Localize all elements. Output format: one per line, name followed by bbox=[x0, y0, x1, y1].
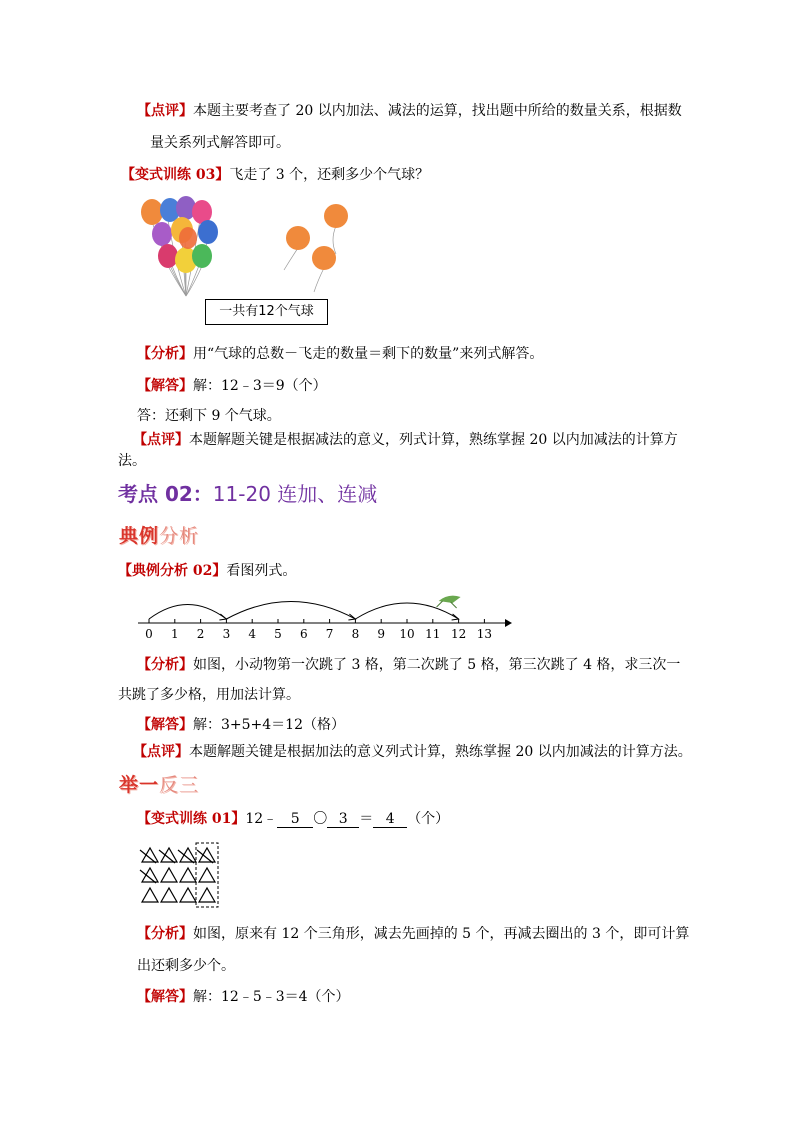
jump-arc bbox=[226, 602, 355, 620]
variant03-question-text: 飞走了 3 个，还剩多少个气球？ bbox=[229, 167, 430, 183]
jump-arc bbox=[355, 603, 458, 619]
example02-analysis-continuation: 共跳了多少格，用加法计算。 bbox=[118, 687, 300, 703]
variant01-analysis-continuation: 出还剩多少个。 bbox=[137, 958, 235, 974]
example-analysis-banner bbox=[119, 525, 199, 547]
triangle bbox=[199, 868, 215, 882]
triangle bbox=[180, 888, 196, 902]
analysis-text: 如图，原来有 12 个三角形，减去先画掉的 5 个，再减去圈出的 3 个，即可计算 bbox=[193, 926, 690, 942]
blank-2: 3 bbox=[327, 811, 359, 828]
example02-tag: 【典例分析 02】 bbox=[118, 563, 227, 579]
analysis-tag: 【分析】 bbox=[137, 926, 193, 942]
tick-label: 1 bbox=[170, 627, 179, 641]
variant01-tag: 【变式训练 01】 bbox=[137, 811, 246, 827]
variant03-comment bbox=[133, 431, 678, 449]
banner-light: 分析 bbox=[159, 525, 200, 547]
tick-label: 0 bbox=[145, 627, 153, 641]
total-balloons-label: 一共有12个气球 bbox=[205, 299, 328, 325]
variant03-analysis bbox=[137, 345, 543, 363]
section-title-rest: 11-20 连加、连减 bbox=[212, 482, 378, 506]
section-title bbox=[118, 482, 377, 506]
blank-1: 5 bbox=[277, 811, 313, 828]
solution-tag: 【解答】 bbox=[137, 378, 193, 394]
tick-label: 6 bbox=[299, 627, 308, 641]
triangle bbox=[180, 848, 196, 862]
triangle bbox=[199, 848, 215, 862]
tick-label: 12 bbox=[450, 627, 467, 641]
triangle bbox=[161, 868, 177, 882]
tick-label: 11 bbox=[425, 627, 441, 641]
example02-comment bbox=[133, 743, 692, 761]
section-title-prefix: 考点 02： bbox=[118, 482, 213, 506]
banner-light: 反三 bbox=[159, 774, 200, 796]
comment-text: 本题解题关键是根据减法的意义，列式计算，熟练掌握 20 以内加减法的计算方 bbox=[189, 432, 678, 448]
tick-label: 13 bbox=[476, 627, 493, 641]
analysis-tag: 【分析】 bbox=[137, 657, 193, 673]
comment-paragraph bbox=[137, 102, 682, 120]
triangle bbox=[180, 868, 196, 882]
variant01-solution bbox=[137, 988, 350, 1006]
banner-strong: 典例 bbox=[119, 525, 160, 547]
variant01-question bbox=[137, 810, 449, 828]
banner-strong: 举一 bbox=[119, 774, 160, 796]
example02-question-text: 看图列式。 bbox=[226, 563, 297, 579]
unit: （个） bbox=[407, 811, 450, 827]
triangle bbox=[142, 868, 158, 882]
comment-tag: 【点评】 bbox=[133, 432, 189, 448]
equals-sign: ＝ bbox=[359, 811, 374, 827]
blank-3: 4 bbox=[373, 811, 407, 828]
tick-label: 8 bbox=[351, 627, 360, 641]
variant03-answer: 答：还剩下 9 个气球。 bbox=[137, 408, 281, 424]
analysis-text: 用“气球的总数－飞走的数量＝剩下的数量”来列式解答。 bbox=[193, 346, 544, 362]
solution-text: 解：12﹣3＝9（个） bbox=[193, 378, 327, 394]
tick-label: 3 bbox=[222, 627, 231, 641]
example02-question bbox=[118, 562, 296, 580]
comment-tag: 【点评】 bbox=[133, 744, 189, 760]
variant03-solution bbox=[137, 377, 327, 395]
analysis-tag: 【分析】 bbox=[137, 346, 193, 362]
comment-continuation: 量关系列式解答即可。 bbox=[150, 135, 290, 151]
balloons-illustration bbox=[138, 196, 358, 306]
expression-lead: 12﹣ bbox=[245, 811, 278, 827]
tick-label: 4 bbox=[248, 627, 257, 641]
tick-label: 2 bbox=[196, 627, 205, 641]
variant03-tag: 【变式训练 03】 bbox=[121, 167, 230, 183]
variant01-analysis bbox=[137, 925, 689, 943]
solution-tag: 【解答】 bbox=[137, 717, 193, 733]
grasshopper-icon bbox=[437, 596, 461, 608]
jump-arc bbox=[149, 605, 226, 620]
solution-text: 解：12﹣5﹣3＝4（个） bbox=[193, 989, 350, 1005]
solution-text: 解：3+5+4＝12（格） bbox=[193, 717, 345, 733]
comment-tag: 【点评】 bbox=[137, 103, 193, 119]
operator-circle: 〇 bbox=[313, 811, 328, 827]
example02-solution bbox=[137, 716, 345, 734]
triangle bbox=[142, 888, 158, 902]
solution-tag: 【解答】 bbox=[137, 989, 193, 1005]
tick-label: 10 bbox=[399, 627, 415, 641]
number-line bbox=[130, 585, 520, 640]
tick-label: 9 bbox=[377, 627, 386, 641]
analysis-text: 如图，小动物第一次跳了 3 格，第二次跳了 5 格，第三次跳了 4 格，求三次一 bbox=[193, 657, 681, 673]
triangle-grid bbox=[138, 842, 228, 908]
practice-banner bbox=[119, 774, 199, 796]
example02-analysis bbox=[137, 656, 680, 674]
triangle bbox=[199, 888, 215, 902]
tick-label: 5 bbox=[274, 627, 282, 641]
variant03-question bbox=[121, 166, 429, 184]
comment-text: 本题解题关键是根据加法的意义列式计算，熟练掌握 20 以内加减法的计算方法。 bbox=[189, 744, 692, 760]
tick-label: 7 bbox=[325, 627, 334, 641]
triangle bbox=[161, 888, 177, 902]
comment-text: 本题主要考查了 20 以内加法、减法的运算，找出题中所给的数量关系，根据数 bbox=[193, 103, 682, 119]
variant03-comment-continuation: 法。 bbox=[118, 453, 146, 469]
triangle bbox=[161, 848, 177, 862]
axis-arrow bbox=[505, 619, 512, 627]
triangle bbox=[142, 848, 158, 862]
